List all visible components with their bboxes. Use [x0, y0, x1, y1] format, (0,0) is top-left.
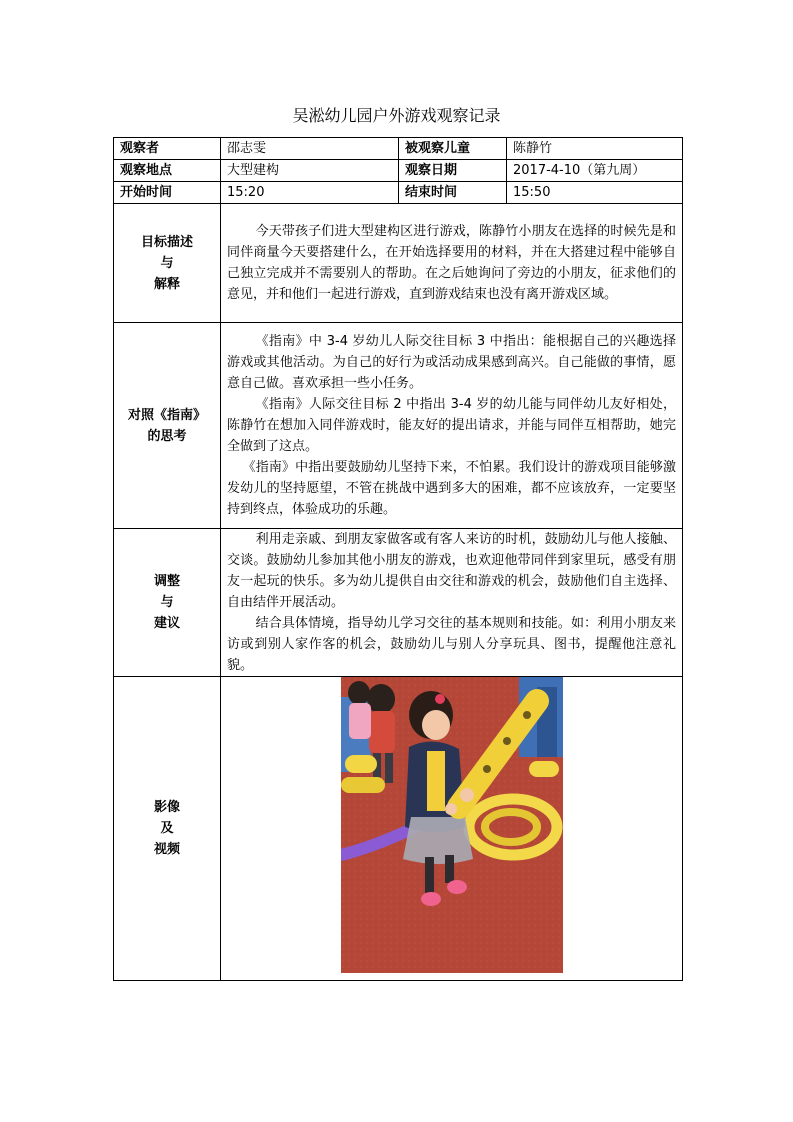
start-time-value: 15:20 [221, 182, 399, 204]
page-title: 吴淞幼儿园户外游戏观察记录 [292, 106, 501, 125]
goal-row [114, 204, 683, 323]
reflection-row [114, 323, 683, 529]
adjustment-label-line-3: 建议 [153, 616, 180, 631]
adjustment-paragraph-2: 结合具体情境，指导幼儿学习交往的基本规则和技能。如：利用小朋友来访或到别人家作客的机会，鼓励幼儿与别人分享玩具、图书，提醒他注意礼貌。 [227, 616, 676, 673]
background-child-body [369, 711, 395, 753]
reflection-paragraph-1: 《指南》中 3-4 岁幼儿人际交往目标 3 中指出：能根据自己的兴趣选择游戏或其他活动。为自己的好行为或活动成果感到高兴。自己能做的事情，愿意自己做。喜欢承担一些小任务。 [227, 334, 676, 391]
goal-text: 今天带孩子们进大型建构区进行游戏，陈静竹小朋友在选择的时候先是和同伴商量今天要搭建什么，在开始选择要用的材料，并在大搭建过程中能够自己独立完成并不需要别人的帮助。在之后她询问了旁边的小朋友，征求他们的意见，并和他们一起进行游戏，直到游戏结束也没有离开游戏区域。 [227, 224, 676, 302]
reflection-label [114, 323, 221, 529]
end-time-label: 结束时间 [399, 182, 507, 204]
media-label [114, 677, 221, 981]
child-leg-right [445, 855, 454, 883]
goal-label-line-1: 目标描述 [140, 234, 193, 250]
goal-label [114, 204, 221, 323]
media-label-line-2: 及 [160, 821, 174, 836]
child-face [422, 710, 450, 740]
goal-label-line-2: 与 [160, 255, 174, 271]
yellow-foam-tube [345, 755, 377, 773]
end-time-value: 15:50 [507, 182, 683, 204]
media-row [114, 677, 683, 981]
start-time-label: 开始时间 [114, 182, 221, 204]
adjustment-paragraph-1: 利用走亲戚、到朋友家做客或有客人来访的时机，鼓励幼儿与他人接触、交谈。鼓励幼儿参加其他小朋友的游戏，也欢迎他带同伴到家里玩，感受有朋友一起玩的快乐。多为幼儿提供自由交往和游戏的机会，鼓励他们自主选择、自由结伴开展活动。 [227, 532, 676, 610]
header-row-observer [114, 138, 683, 160]
adjustment-content [221, 529, 683, 677]
reflection-paragraph-2: 《指南》人际交往目标 2 中指出 3-4 岁的幼儿能与同伴幼儿友好相处，陈静竹在想加入同伴游戏时，能友好的提出请求，并能与同伴互相帮助，她完全做到了这点。 [227, 397, 676, 454]
background-child-head [367, 684, 395, 714]
child-value: 陈静竹 [507, 138, 683, 160]
media-label-line-3: 视频 [153, 842, 180, 857]
header-row-place [114, 160, 683, 182]
child-skirt [403, 817, 473, 864]
adjustment-label-line-2: 与 [160, 595, 174, 610]
child-hand [460, 788, 474, 802]
media-label-line-1: 影像 [153, 800, 180, 815]
observer-label: 观察者 [114, 138, 221, 160]
adjustment-row [114, 529, 683, 677]
place-value: 大型建构 [221, 160, 399, 182]
observation-table [113, 137, 683, 981]
header-row-time [114, 182, 683, 204]
child-leg-left [425, 857, 434, 893]
child-label: 被观察儿童 [399, 138, 507, 160]
child-yellow-shirt [427, 751, 445, 811]
goal-content [221, 204, 683, 323]
child-shoe-right [447, 880, 467, 894]
reflection-label-line-2: 的思考 [147, 428, 187, 444]
reflection-label-line-1: 对照《指南》 [127, 407, 206, 423]
date-label: 观察日期 [399, 160, 507, 182]
adjustment-label-line-1: 调整 [153, 574, 180, 589]
child-shoe-left [421, 892, 441, 906]
reflection-content [221, 323, 683, 529]
reflection-paragraph-3: 《指南》中指出要鼓励幼儿坚持下来，不怕累。我们设计的游戏项目能够激发幼儿的坚持愿望，不管在挑战中遇到多大的困难，都不应该放弃，一定要坚持到终点，体验成功的乐趣。 [227, 460, 676, 517]
media-content [221, 677, 683, 981]
child-play-photo [341, 677, 563, 973]
date-value: 2017-4-10（第九周） [507, 160, 683, 182]
place-label: 观察地点 [114, 160, 221, 182]
goal-label-line-3: 解释 [153, 276, 180, 292]
adjustment-label [114, 529, 221, 677]
observer-value: 邵志雯 [221, 138, 399, 160]
hair-bow [435, 694, 445, 704]
